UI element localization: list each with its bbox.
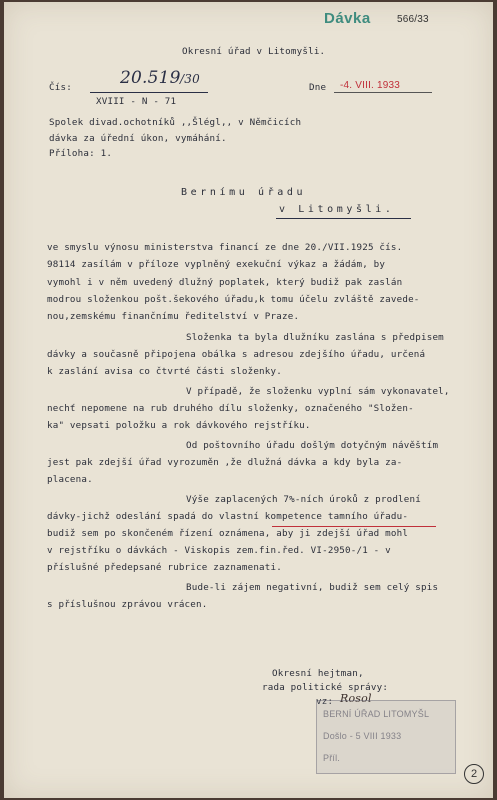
body-line: Složenka ta byla dlužníku zaslána s předpisem xyxy=(186,332,444,343)
body-line: k zaslání avisa co čtvrté části složenky. xyxy=(47,366,282,377)
reference-label: Čís: xyxy=(49,82,72,93)
body-line: dávky-jichž odeslání spadá do vlastní kompetence tamního úřadu- xyxy=(47,511,409,522)
red-underline xyxy=(272,526,436,527)
date-underline xyxy=(334,92,432,93)
received-stamp xyxy=(316,700,456,774)
reference-code: XVIII - N - 71 xyxy=(96,96,177,107)
date-stamp: -4. VIII. 1933 xyxy=(340,80,401,91)
body-line: jest pak zdejší úřad vyrozuměn ,že dlužná dávka a kdy byla za- xyxy=(47,457,403,468)
body-line: vymohl i v něm uvedený dlužný poplatek, který budiž pak zaslán xyxy=(47,277,403,288)
body-line: budiž sem po skončeném řízení oznámena, aby ji zdejší úřad mohl xyxy=(47,528,409,539)
addressee-line-2: v Litomyšli. xyxy=(279,204,395,215)
addressee-underline xyxy=(276,218,411,219)
signature-vz: vz: xyxy=(316,696,334,707)
body-line: s příslušnou zprávou vrácen. xyxy=(47,599,208,610)
addressee-line-1: Bernímu úřadu xyxy=(181,187,307,198)
body-line: modrou složenkou pošt.šekového úřadu,k tomu účelu zvláště zavede- xyxy=(47,294,420,305)
signature-title: Okresní hejtman, xyxy=(272,668,364,679)
davka-stamp: Dávka xyxy=(324,10,371,27)
body-line: nechť nepomene na rub druhého dílu složenky, označeného "Složen- xyxy=(47,403,414,414)
body-line: v rejstříku o dávkách - Viskopis zem.fin.řed. VI-2950-/1 - v xyxy=(47,545,391,556)
date-label: Dne xyxy=(309,82,327,93)
office-heading: Okresní úřad v Litomyšli. xyxy=(182,46,326,57)
reference-number: 20.519 xyxy=(120,68,181,88)
body-line: placena. xyxy=(47,474,93,485)
stamp-number: 566/33 xyxy=(397,14,429,25)
document-page xyxy=(4,2,493,798)
body-line: Od poštovního úřadu došlým dotyčným návěštím xyxy=(186,440,439,451)
reference-suffix: /30 xyxy=(180,72,200,86)
body-line: Bude-li zájem negativní, budiž sem celý spis xyxy=(186,582,439,593)
body-line: dávky a současně připojena obálka s adresou zdejšího úřadu, určená xyxy=(47,349,426,360)
body-line: ve smyslu výnosu ministerstva financí ze dne 20./VII.1925 čís. xyxy=(47,242,403,253)
attachment-line: Příloha: 1. xyxy=(49,148,113,159)
body-line: V případě, že složenku vyplní sám vykonavatel, xyxy=(186,386,450,397)
subject-line-2: dávka za úřední úkon, vymáhání. xyxy=(49,133,227,144)
received-stamp-office: BERNÍ ÚŘAD LITOMYŠL xyxy=(323,709,430,719)
body-line: 98114 zasílám v příloze vyplněný exekuční výkaz a žádám, by xyxy=(47,259,386,270)
signature: Rosol xyxy=(340,692,372,705)
subject-line-1: Spolek divad.ochotníků ,,Šlégl,, v Němčicích xyxy=(49,117,302,128)
reference-underline xyxy=(90,92,208,93)
body-line: příslušné předepsané rubrice zaznamenati. xyxy=(47,562,282,573)
received-stamp-date: Došlo - 5 VIII 1933 xyxy=(323,731,402,741)
page-number: 2 xyxy=(464,764,484,784)
body-line: nou,zemskému finančnímu ředitelství v Praze. xyxy=(47,311,300,322)
received-stamp-attachment: Příl. xyxy=(323,753,341,763)
signature-subtitle: rada politické správy: xyxy=(262,682,389,693)
body-line: Výše zaplacených 7%-ních úroků z prodlení xyxy=(186,494,421,505)
body-line: ka" vepsati položku a rok dávkového rejstříku. xyxy=(47,420,311,431)
